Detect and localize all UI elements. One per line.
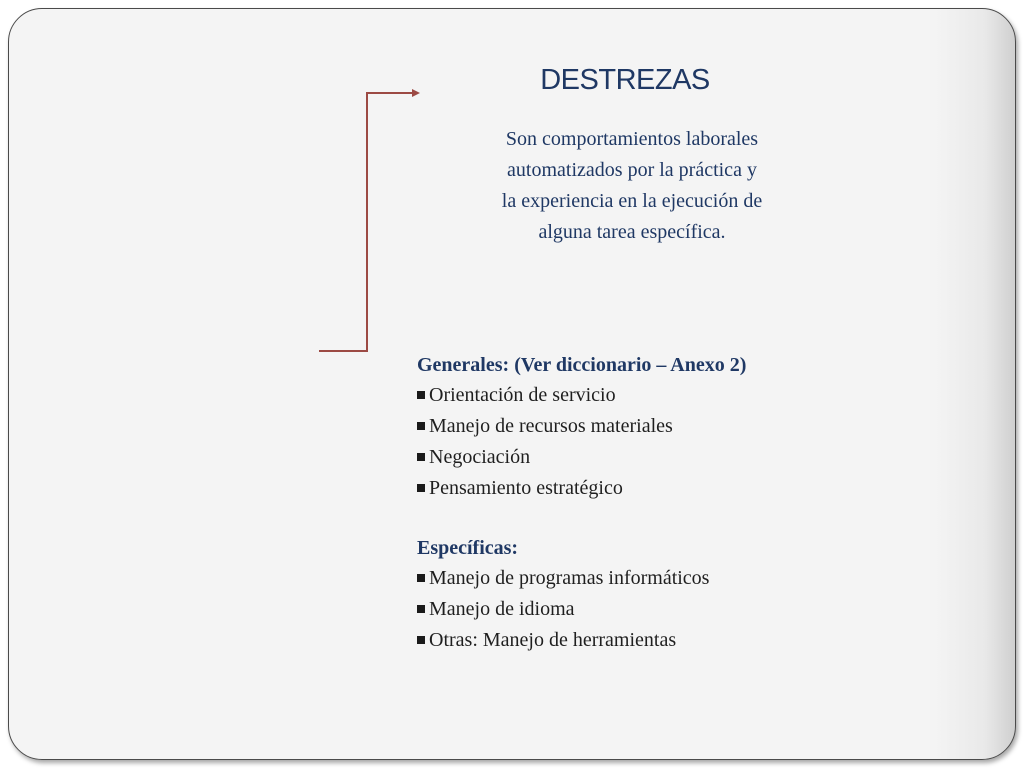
- section-spacer: [417, 504, 857, 533]
- square-bullet-icon: [417, 484, 425, 492]
- square-bullet-icon: [417, 453, 425, 461]
- list-item-label: Manejo de idioma: [429, 598, 575, 620]
- generales-heading: Generales: (Ver diccionario – Anexo 2): [417, 354, 747, 376]
- list-item: [417, 594, 857, 625]
- list-item-label: Negociación: [429, 446, 531, 468]
- list-item-label: Orientación de servicio: [429, 384, 616, 406]
- skills-list: [417, 350, 857, 656]
- list-item: [417, 411, 857, 442]
- slide-title: DESTREZAS: [540, 64, 710, 96]
- list-item: [417, 380, 857, 411]
- list-item-label: Otras: Manejo de herramientas: [429, 629, 677, 651]
- list-item: [417, 563, 857, 594]
- list-item: [417, 625, 857, 656]
- list-item: [417, 473, 857, 504]
- definition-line: automatizados por la práctica y: [507, 159, 757, 181]
- list-item-label: Manejo de programas informáticos: [429, 567, 710, 589]
- definition-line: la experiencia en la ejecución de: [501, 190, 763, 212]
- especificas-heading: Específicas:: [417, 537, 519, 559]
- square-bullet-icon: [417, 422, 425, 430]
- square-bullet-icon: [417, 636, 425, 644]
- definition-line: alguna tarea específica.: [538, 221, 726, 243]
- definition-line: Son comportamientos laborales: [505, 128, 759, 150]
- definition-text: [472, 124, 792, 248]
- list-item-label: Pensamiento estratégico: [429, 477, 623, 499]
- square-bullet-icon: [417, 574, 425, 582]
- square-bullet-icon: [417, 605, 425, 613]
- list-item: [417, 442, 857, 473]
- list-item-label: Manejo de recursos materiales: [429, 415, 673, 437]
- square-bullet-icon: [417, 391, 425, 399]
